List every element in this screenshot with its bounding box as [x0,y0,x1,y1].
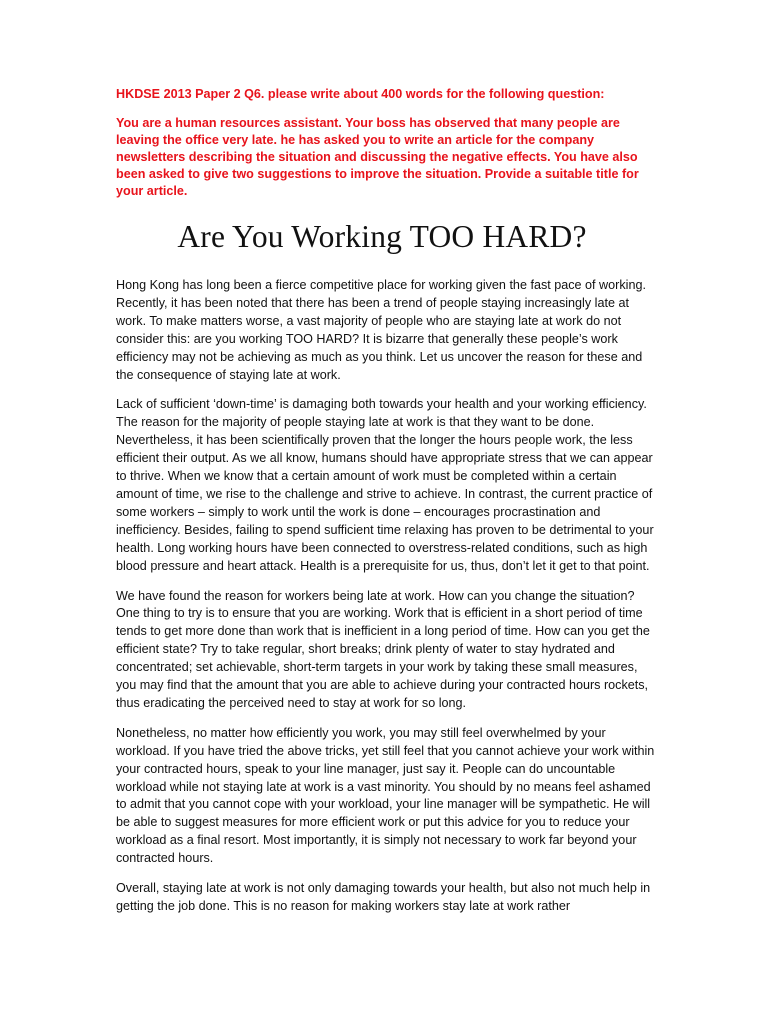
paragraph-suggestion-line-manager: Nonetheless, no matter how efficiently you work, you may still feel overwhelmed by your workload. If you have tried the above tricks, yet still feel that you cannot achieve your work within your contracted hours, speak to your line manager, just say it. People can do uncountable workload while not staying late at work is a vast minority. You should by no means feel ashamed to admit that you cannot cope with your workload, your line manager will be sympathetic. He will be able to suggest measures for more efficient work or put this advice for you to reduce your workload as a final resort. Most importantly, it is simply not necessary to work far beyond your contracted hours. [116,725,655,866]
article-title: Are You Working TOO HARD? [177,219,587,254]
exam-question-header: HKDSE 2013 Paper 2 Q6. please write about 400 words for the following question: [116,87,605,101]
document-page [116,86,656,928]
paragraph-conclusion: Overall, staying late at work is not only damaging towards your health, but also not much help in getting the job done. This is no reason for making workers stay late at work rather [116,881,651,913]
paragraph-down-time: Lack of sufficient ‘down-time’ is damaging both towards your health and your working efficiency. The reason for the majority of people staying late at work is that they want to be done. Nevertheless, it has been scientifically proven that the longer the hours people work, the less efficient their output. As we all know, humans should have appropriate stress that we can appear to thrive. When we know that a certain amount of work must be completed within a certain amount of time, we rise to the challenge and strive to achieve. In contrast, the current practice of some workers – simply to work until the work is done – encourages procrastination and inefficiency. Besides, failing to spend sufficient time relaxing has proven to be detrimental to your health. Long working hours have been connected to overstress-related conditions, such as high blood pressure and heart attack. Health is a prerequisite for us, thus, don’t let it get to that point. [116,397,654,573]
exam-task-instructions: You are a human resources assistant. Your boss has observed that many people are leaving the office very late. he has asked you to write an article for the company newsletters describing the situation and discussing the negative effects. You have also been asked to give two suggestions to improve the situation. Provide a suitable title for your article. [116,116,639,198]
paragraph-intro: Hong Kong has long been a fierce competitive place for working given the fast pace of working. Recently, it has been noted that there has been a trend of people staying increasingly late at work. To make matters worse, a vast majority of people who are staying late at work do not consider this: are you working TOO HARD? It is bizarre that generally these people’s work efficiency may not be achieving as much as you think. Let us uncover the reason for these and the consequence of staying late at work. [116,278,646,382]
paragraph-suggestion-efficiency: We have found the reason for workers being late at work. How can you change the situation? One thing to try is to ensure that you are working. Work that is efficient in a short period of time tends to get more done than work that is inefficient in a long period of time. How can you get the efficient state? Try to take regular, short breaks; drink plenty of water to stay hydrated and concentrated; set achievable, short-term targets in your work by taking these small measures, you may find that the amount that you are able to achieve during your contracted hours rockets, thus eradicating the perceived need to stay at work for so long. [116,588,650,710]
